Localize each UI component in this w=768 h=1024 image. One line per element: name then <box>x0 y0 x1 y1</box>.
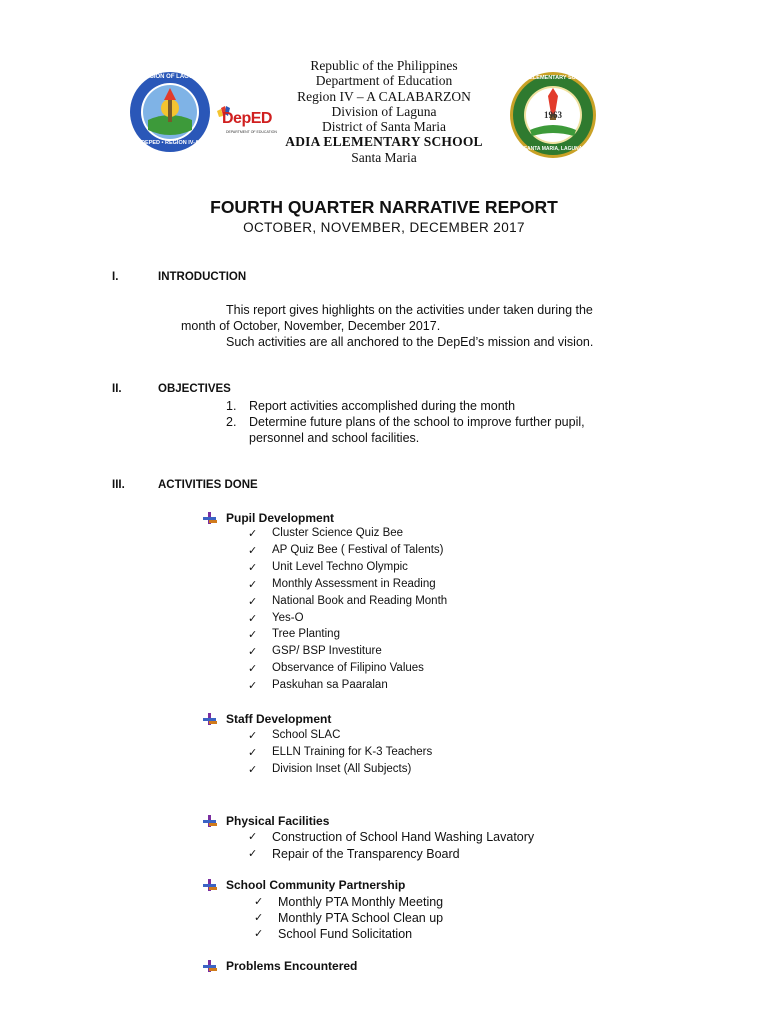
list-item-text: Yes-O <box>272 612 304 624</box>
list-item-text: Paskuhan sa Paaralan <box>272 679 388 691</box>
cross-bullet-icon <box>203 713 219 725</box>
checkmark-icon: ✓ <box>248 578 258 591</box>
cross-bullet-icon <box>203 879 219 891</box>
cross-bullet-icon <box>203 512 219 524</box>
checkmark-icon: ✓ <box>248 561 258 574</box>
checkmark-icon: ✓ <box>248 544 258 557</box>
school-town: Santa Maria <box>351 149 417 165</box>
checkmark-icon: ✓ <box>254 927 264 940</box>
objective-text: personnel and school facilities. <box>249 431 420 445</box>
category-staff-development <box>203 712 331 726</box>
list-item-text: GSP/ BSP Investiture <box>272 645 382 657</box>
checkmark-icon: ✓ <box>248 595 258 608</box>
school-seal-year: 1963 <box>544 110 562 120</box>
list-item-text: School SLAC <box>272 729 341 741</box>
header-line: Division of Laguna <box>331 103 437 119</box>
category-title: School Community Partnership <box>226 878 406 892</box>
objective-number: 2. <box>226 415 237 429</box>
checkmark-icon: ✓ <box>248 830 258 843</box>
list-item-text: Monthly PTA Monthly Meeting <box>278 895 444 909</box>
checkmark-icon: ✓ <box>248 847 258 860</box>
letterhead <box>0 58 768 165</box>
checkmark-icon: ✓ <box>248 628 258 641</box>
list-item-text: Unit Level Techno Olympic <box>272 561 408 573</box>
category-title: Physical Facilities <box>226 814 330 828</box>
list-item-text: Monthly PTA School Clean up <box>278 911 444 925</box>
division-logo-text-bottom: DEPED • REGION IV-A <box>141 140 199 146</box>
list-item-text: National Book and Reading Month <box>272 595 448 607</box>
category-title: Pupil Development <box>226 511 335 525</box>
section-title-activities: ACTIVITIES DONE <box>158 479 258 491</box>
objective-number: 1. <box>226 399 237 413</box>
school-seal-text-bottom: SANTA MARIA, LAGUNA <box>523 146 583 152</box>
list-item-text: Repair of the Transparency Board <box>272 847 460 861</box>
section-number: II. <box>112 383 122 395</box>
checkmark-icon: ✓ <box>248 662 258 675</box>
list-item-text: Division Inset (All Subjects) <box>272 763 412 775</box>
intro-line: month of October, November, December 2017. <box>181 319 441 333</box>
checkmark-icon: ✓ <box>248 645 258 658</box>
objective-text: Report activities accomplished during the month <box>249 399 516 413</box>
checkmark-icon: ✓ <box>248 527 258 540</box>
school-name: ADIA ELEMENTARY SCHOOL <box>285 134 483 150</box>
checkmark-icon: ✓ <box>254 911 264 924</box>
category-problems-encountered <box>203 959 357 973</box>
report-title: FOURTH QUARTER NARRATIVE REPORT <box>210 197 558 217</box>
deped-logo-subtext: DEPARTMENT OF EDUCATION <box>226 130 277 134</box>
category-pupil-development <box>203 511 334 525</box>
header-line: Region IV – A CALABARZON <box>297 88 471 104</box>
report-subtitle: OCTOBER, NOVEMBER, DECEMBER 2017 <box>243 220 525 235</box>
category-physical-facilities <box>203 814 329 828</box>
list-item-text: AP Quiz Bee ( Festival of Talents) <box>272 544 444 556</box>
header-line: Department of Education <box>315 73 453 89</box>
checkmark-icon: ✓ <box>254 895 264 908</box>
list-item-text: Cluster Science Quiz Bee <box>272 527 404 539</box>
header-line: District of Santa Maria <box>321 119 447 135</box>
deped-logo-text: DepED <box>222 110 272 127</box>
intro-line: Such activities are all anchored to the DepEd’s mission and vision. <box>226 335 594 349</box>
section-title-introduction: INTRODUCTION <box>158 271 247 283</box>
cross-bullet-icon <box>203 960 219 972</box>
school-seal-text-top: ADIA ELEMENTARY SCHOOL <box>514 75 592 81</box>
list-item-text: ELLN Training for K-3 Teachers <box>272 746 433 758</box>
section-title-objectives: OBJECTIVES <box>158 383 231 395</box>
checkmark-icon: ✓ <box>248 679 258 692</box>
header-line: Republic of the Philippines <box>310 58 458 73</box>
section-number: III. <box>112 479 125 491</box>
category-title: Problems Encountered <box>226 959 358 973</box>
checkmark-icon: ✓ <box>248 763 258 776</box>
intro-line: This report gives highlights on the activities under taken during the <box>226 303 593 317</box>
cross-bullet-icon <box>203 815 219 827</box>
checkmark-icon: ✓ <box>248 746 258 759</box>
division-logo-text-top: DIVISION OF LAGUNA <box>138 74 202 80</box>
objective-text: Determine future plans of the school to improve further pupil, <box>249 415 585 429</box>
list-item-text: School Fund Solicitation <box>278 927 413 941</box>
list-item-text: Monthly Assessment in Reading <box>272 578 436 590</box>
category-school-community-partnership <box>203 878 405 892</box>
checkmark-icon: ✓ <box>248 612 258 625</box>
list-item-text: Observance of Filipino Values <box>272 662 424 674</box>
section-number: I. <box>112 271 119 283</box>
checkmark-icon: ✓ <box>248 729 258 742</box>
list-item-text: Construction of School Hand Washing Lavatory <box>272 830 535 844</box>
list-item-text: Tree Planting <box>272 628 340 640</box>
category-title: Staff Development <box>226 712 332 726</box>
